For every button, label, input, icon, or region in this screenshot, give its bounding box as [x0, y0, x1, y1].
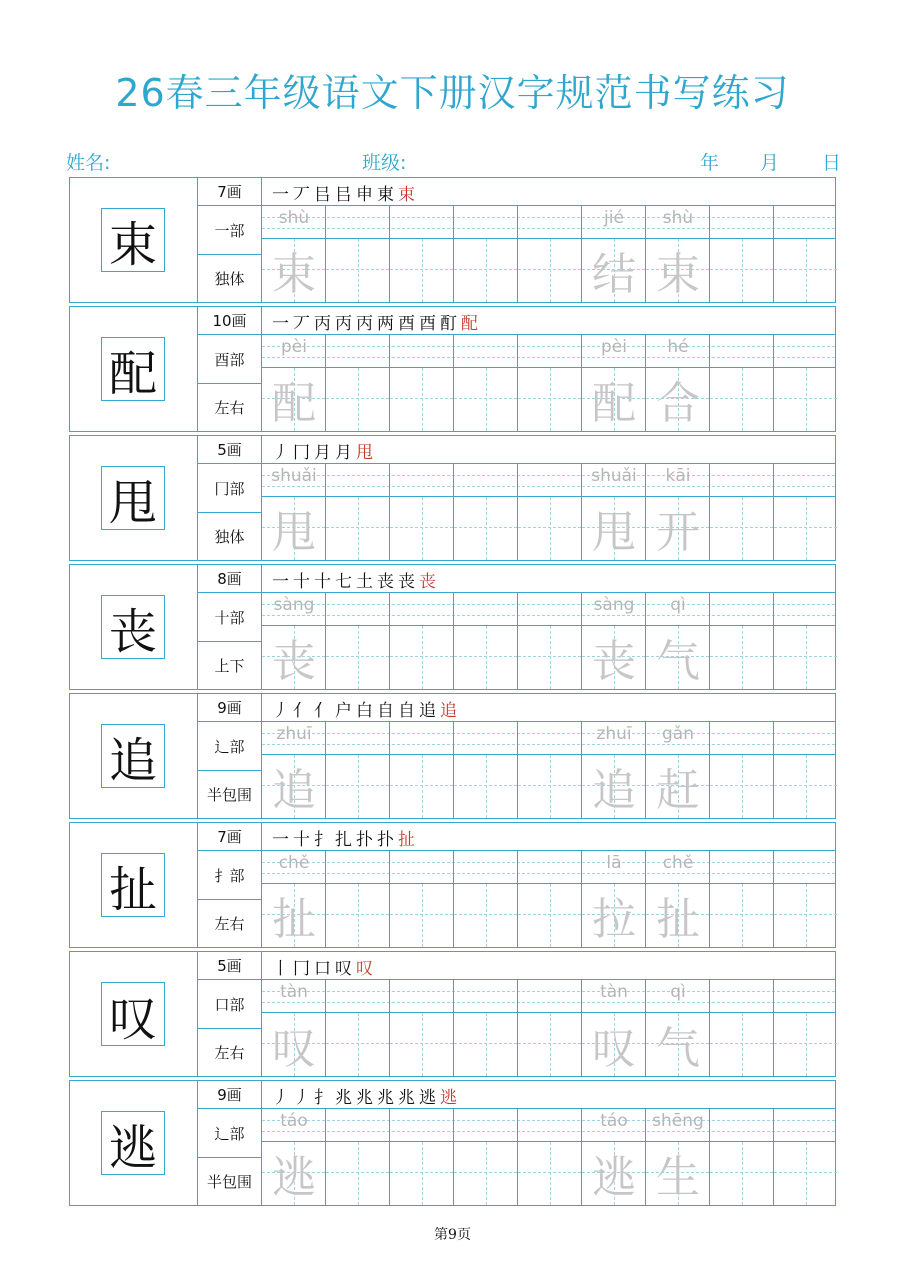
- stroke-step: 丧: [377, 572, 398, 592]
- pinyin: chě: [662, 853, 694, 873]
- stroke-count: 7画: [198, 823, 261, 851]
- writing-cell[interactable]: [646, 980, 710, 1076]
- stroke-order-line: [262, 178, 835, 206]
- stroke-count: 9画: [198, 1081, 261, 1109]
- stroke-step: 逃: [419, 1088, 440, 1108]
- stroke-step: 丆: [293, 185, 314, 205]
- writing-cell[interactable]: [454, 593, 518, 689]
- writing-cell[interactable]: [646, 206, 710, 302]
- trace-character: 气: [656, 1023, 700, 1074]
- pinyin: hé: [667, 337, 689, 357]
- trace-character: 束: [656, 249, 700, 300]
- stroke-order-line: [262, 952, 835, 980]
- stroke-count: 5画: [198, 436, 261, 464]
- writing-cell[interactable]: [710, 722, 774, 818]
- info-column: [198, 823, 262, 947]
- pinyin: kāi: [665, 466, 691, 486]
- stroke-step: 月: [335, 443, 356, 463]
- pinyin: tàn: [280, 982, 308, 1002]
- pinyin: sàng: [273, 595, 315, 615]
- writing-cell[interactable]: [710, 980, 774, 1076]
- stroke-step: 扑: [377, 830, 398, 850]
- writing-cell[interactable]: [390, 851, 454, 947]
- pinyin: zhuī: [596, 724, 632, 744]
- writing-cell[interactable]: [390, 464, 454, 560]
- stroke-step: 兆: [335, 1088, 356, 1108]
- writing-grid: [262, 206, 835, 302]
- writing-cell[interactable]: [518, 464, 582, 560]
- writing-cell[interactable]: [262, 851, 326, 947]
- writing-cell[interactable]: [582, 593, 646, 689]
- stroke-step: 配: [461, 314, 482, 334]
- stroke-step: 月: [314, 443, 335, 463]
- stroke-step: 七: [335, 572, 356, 592]
- radical: 十部: [198, 593, 261, 642]
- char-cell: [70, 823, 198, 947]
- pinyin: shēng: [652, 1111, 704, 1131]
- radical: 辶部: [198, 722, 261, 771]
- writing-grid: [262, 464, 835, 560]
- writing-cell[interactable]: [390, 1109, 454, 1205]
- writing-cell[interactable]: [262, 335, 326, 431]
- trace-character: 拉: [592, 894, 636, 945]
- stroke-step: 亻: [293, 701, 314, 721]
- stroke-step: 丿: [272, 701, 293, 721]
- main-character: 丧: [101, 595, 165, 659]
- trace-character: 叹: [592, 1023, 636, 1074]
- structure: 左右: [214, 1044, 245, 1062]
- writing-cell[interactable]: [262, 593, 326, 689]
- practice-row: [69, 822, 836, 948]
- writing-cell[interactable]: [646, 1109, 710, 1205]
- radical: 酉部: [198, 335, 261, 384]
- writing-cell[interactable]: [774, 464, 837, 560]
- writing-cell[interactable]: [262, 206, 326, 302]
- stroke-step: 扯: [398, 830, 419, 850]
- writing-cell[interactable]: [710, 464, 774, 560]
- writing-cell[interactable]: [582, 851, 646, 947]
- stroke-order: [272, 825, 419, 850]
- pinyin: shù: [662, 208, 694, 228]
- pinyin: gǎn: [662, 724, 694, 744]
- writing-cell[interactable]: [774, 722, 837, 818]
- pinyin: pèi: [601, 337, 627, 357]
- writing-cell[interactable]: [390, 722, 454, 818]
- pinyin: pèi: [281, 337, 307, 357]
- writing-cell[interactable]: [710, 206, 774, 302]
- structure: 左右: [214, 915, 245, 933]
- main-character: 束: [101, 208, 165, 272]
- stroke-count: 9画: [198, 694, 261, 722]
- writing-cell[interactable]: [454, 1109, 518, 1205]
- writing-cell[interactable]: [774, 1109, 837, 1205]
- page-number: 第9页: [434, 1227, 471, 1243]
- writing-cell[interactable]: [326, 335, 390, 431]
- stroke-step: 丆: [293, 314, 314, 334]
- structure: 独体: [214, 528, 245, 546]
- writing-cell[interactable]: [774, 593, 837, 689]
- writing-cell[interactable]: [518, 335, 582, 431]
- writing-cell[interactable]: [710, 1109, 774, 1205]
- stroke-order-line: [262, 436, 835, 464]
- main-character: 逃: [101, 1111, 165, 1175]
- month-label: 月: [760, 152, 780, 174]
- writing-cell[interactable]: [326, 980, 390, 1076]
- writing-cell[interactable]: [326, 206, 390, 302]
- writing-cell[interactable]: [582, 464, 646, 560]
- stroke-step: 白: [356, 701, 377, 721]
- stroke-step: 丧: [398, 572, 419, 592]
- writing-cell[interactable]: [518, 980, 582, 1076]
- main-character: 扯: [101, 853, 165, 917]
- char-cell: [70, 694, 198, 818]
- trace-character: 扯: [272, 894, 316, 945]
- stroke-step: 束: [398, 185, 419, 205]
- info-column: [198, 178, 262, 302]
- stroke-order: [272, 696, 461, 721]
- writing-cell[interactable]: [646, 593, 710, 689]
- stroke-step: 兆: [377, 1088, 398, 1108]
- pinyin: tàn: [600, 982, 628, 1002]
- stroke-order-line: [262, 565, 835, 593]
- writing-cell[interactable]: [710, 593, 774, 689]
- stroke-step: 㠯: [314, 185, 335, 205]
- stroke-step: 兆: [356, 1088, 377, 1108]
- stroke-step: 丨: [272, 959, 293, 979]
- pinyin: qì: [670, 595, 686, 615]
- writing-cell[interactable]: [582, 980, 646, 1076]
- pinyin: jié: [604, 208, 624, 228]
- pinyin: shuǎi: [591, 466, 637, 486]
- year-label: 年: [700, 152, 720, 174]
- stroke-count: 5画: [198, 952, 261, 980]
- trace-character: 扯: [656, 894, 700, 945]
- char-cell: [70, 436, 198, 560]
- stroke-count: 10画: [198, 307, 261, 335]
- main-character: 甩: [101, 466, 165, 530]
- trace-character: 赶: [656, 765, 700, 816]
- stroke-step: 甩: [356, 443, 377, 463]
- stroke-step: 丿: [293, 1088, 314, 1108]
- writing-cell[interactable]: [390, 980, 454, 1076]
- stroke-step: 一: [272, 314, 293, 334]
- writing-cell[interactable]: [454, 851, 518, 947]
- writing-cell[interactable]: [262, 980, 326, 1076]
- radical: 冂部: [198, 464, 261, 513]
- main-character: 叹: [101, 982, 165, 1046]
- stroke-step: 自: [398, 701, 419, 721]
- stroke-step: 冂: [293, 959, 314, 979]
- writing-cell[interactable]: [774, 851, 837, 947]
- stroke-step: 扌: [314, 1088, 335, 1108]
- trace-character: 追: [272, 765, 316, 816]
- stroke-step: 丿: [272, 1088, 293, 1108]
- pinyin: táo: [280, 1111, 308, 1131]
- stroke-step: 㠯: [335, 185, 356, 205]
- practice-row: [69, 435, 836, 561]
- trace-character: 丧: [592, 636, 636, 687]
- writing-grid: [262, 593, 835, 689]
- stroke-order: [272, 309, 482, 334]
- stroke-count: 8画: [198, 565, 261, 593]
- stroke-step: 丙: [314, 314, 335, 334]
- stroke-step: 自: [377, 701, 398, 721]
- stroke-step: 一: [272, 185, 293, 205]
- trace-character: 逃: [592, 1152, 636, 1203]
- stroke-step: 亻: [314, 701, 335, 721]
- page-title: 26春三年级语文下册汉字规范书写练习: [115, 71, 790, 115]
- pinyin: shuǎi: [271, 466, 317, 486]
- writing-cell[interactable]: [390, 593, 454, 689]
- stroke-step: 叹: [335, 959, 356, 979]
- practice-row: [69, 177, 836, 303]
- pinyin: qì: [670, 982, 686, 1002]
- structure: 独体: [214, 270, 245, 288]
- structure: 半包围: [206, 786, 252, 804]
- radical: 一部: [198, 206, 261, 255]
- stroke-step: 酉: [398, 314, 419, 334]
- trace-character: 甩: [272, 507, 316, 558]
- stroke-step: 丙: [335, 314, 356, 334]
- writing-cell[interactable]: [390, 206, 454, 302]
- class-label: 班级:: [362, 152, 407, 174]
- writing-cell[interactable]: [710, 335, 774, 431]
- pinyin: chě: [278, 853, 310, 873]
- stroke-order-line: [262, 1081, 835, 1109]
- stroke-order: [272, 567, 440, 592]
- writing-grid: [262, 335, 835, 431]
- stroke-order: [272, 180, 419, 205]
- trace-character: 配: [592, 378, 636, 429]
- stroke-order: [272, 954, 377, 979]
- practice-row: [69, 306, 836, 432]
- writing-cell[interactable]: [774, 335, 837, 431]
- stroke-step: 丿: [272, 443, 293, 463]
- stroke-order: [272, 1083, 461, 1108]
- name-label: 姓名:: [66, 152, 111, 174]
- stroke-step: 一: [272, 572, 293, 592]
- writing-cell[interactable]: [454, 722, 518, 818]
- stroke-step: 土: [356, 572, 377, 592]
- writing-cell[interactable]: [646, 464, 710, 560]
- info-column: [198, 952, 262, 1076]
- writing-cell[interactable]: [454, 464, 518, 560]
- trace-character: 束: [272, 249, 316, 300]
- stroke-step: 丙: [356, 314, 377, 334]
- writing-cell[interactable]: [646, 851, 710, 947]
- trace-character: 结: [592, 249, 636, 300]
- trace-character: 逃: [272, 1152, 316, 1203]
- char-cell: [70, 1081, 198, 1205]
- stroke-step: 叹: [356, 959, 377, 979]
- info-column: [198, 436, 262, 560]
- stroke-step: 追: [419, 701, 440, 721]
- pinyin: shù: [278, 208, 310, 228]
- char-cell: [70, 307, 198, 431]
- writing-grid: [262, 1109, 835, 1205]
- stroke-step: 十: [293, 572, 314, 592]
- practice-row: [69, 951, 836, 1077]
- trace-character: 生: [656, 1152, 700, 1203]
- radical: 口部: [198, 980, 261, 1029]
- stroke-step: 追: [440, 701, 461, 721]
- pinyin: lā: [606, 853, 622, 873]
- stroke-step: 丧: [419, 572, 440, 592]
- info-column: [198, 694, 262, 818]
- writing-cell[interactable]: [518, 851, 582, 947]
- structure: 上下: [214, 657, 245, 675]
- writing-cell[interactable]: [326, 464, 390, 560]
- trace-character: 气: [656, 636, 700, 687]
- trace-character: 甩: [592, 507, 636, 558]
- writing-cell[interactable]: [262, 464, 326, 560]
- stroke-step: 两: [377, 314, 398, 334]
- writing-cell[interactable]: [326, 1109, 390, 1205]
- writing-cell[interactable]: [326, 593, 390, 689]
- writing-cell[interactable]: [454, 335, 518, 431]
- char-cell: [70, 178, 198, 302]
- practice-row: [69, 693, 836, 819]
- main-character: 追: [101, 724, 165, 788]
- trace-character: 追: [592, 765, 636, 816]
- info-column: [198, 565, 262, 689]
- stroke-step: 户: [335, 701, 356, 721]
- writing-cell[interactable]: [646, 335, 710, 431]
- day-label: 日: [822, 152, 842, 174]
- writing-cell[interactable]: [710, 851, 774, 947]
- main-character: 配: [101, 337, 165, 401]
- stroke-step: 冂: [293, 443, 314, 463]
- char-cell: [70, 952, 198, 1076]
- writing-cell[interactable]: [326, 722, 390, 818]
- writing-cell[interactable]: [454, 980, 518, 1076]
- stroke-step: 扎: [335, 830, 356, 850]
- pinyin: zhuī: [276, 724, 312, 744]
- stroke-step: 一: [272, 830, 293, 850]
- radical: 扌部: [198, 851, 261, 900]
- writing-cell[interactable]: [582, 206, 646, 302]
- info-column: [198, 307, 262, 431]
- practice-row: [69, 1080, 836, 1206]
- info-column: [198, 1081, 262, 1205]
- trace-character: 叹: [272, 1023, 316, 1074]
- writing-grid: [262, 722, 835, 818]
- char-cell: [70, 565, 198, 689]
- writing-cell[interactable]: [582, 1109, 646, 1205]
- trace-character: 合: [656, 378, 700, 429]
- structure: 左右: [214, 399, 245, 417]
- stroke-order-line: [262, 307, 835, 335]
- writing-grid: [262, 851, 835, 947]
- pinyin: sàng: [593, 595, 635, 615]
- pinyin: táo: [600, 1111, 628, 1131]
- writing-cell[interactable]: [646, 722, 710, 818]
- stroke-order-line: [262, 823, 835, 851]
- stroke-step: 扌: [314, 830, 335, 850]
- writing-cell[interactable]: [518, 722, 582, 818]
- writing-cell[interactable]: [262, 722, 326, 818]
- writing-cell[interactable]: [582, 722, 646, 818]
- stroke-step: 東: [377, 185, 398, 205]
- stroke-step: 十: [293, 830, 314, 850]
- writing-cell[interactable]: [390, 335, 454, 431]
- trace-character: 丧: [272, 636, 316, 687]
- practice-row: [69, 564, 836, 690]
- writing-grid: [262, 980, 835, 1076]
- stroke-step: 逃: [440, 1088, 461, 1108]
- writing-cell[interactable]: [454, 206, 518, 302]
- writing-cell[interactable]: [518, 593, 582, 689]
- writing-cell[interactable]: [582, 335, 646, 431]
- writing-cell[interactable]: [774, 980, 837, 1076]
- writing-cell[interactable]: [774, 206, 837, 302]
- stroke-order: [272, 438, 377, 463]
- stroke-step: 扑: [356, 830, 377, 850]
- stroke-step: 申: [356, 185, 377, 205]
- stroke-order-line: [262, 694, 835, 722]
- structure: 半包围: [206, 1173, 252, 1191]
- stroke-count: 7画: [198, 178, 261, 206]
- stroke-step: 口: [314, 959, 335, 979]
- radical: 辶部: [198, 1109, 261, 1158]
- trace-character: 开: [656, 507, 700, 558]
- writing-cell[interactable]: [518, 206, 582, 302]
- writing-cell[interactable]: [262, 1109, 326, 1205]
- stroke-step: 十: [314, 572, 335, 592]
- writing-cell[interactable]: [326, 851, 390, 947]
- stroke-step: 酉: [419, 314, 440, 334]
- stroke-step: 兆: [398, 1088, 419, 1108]
- writing-cell[interactable]: [518, 1109, 582, 1205]
- stroke-step: 酊: [440, 314, 461, 334]
- trace-character: 配: [272, 378, 316, 429]
